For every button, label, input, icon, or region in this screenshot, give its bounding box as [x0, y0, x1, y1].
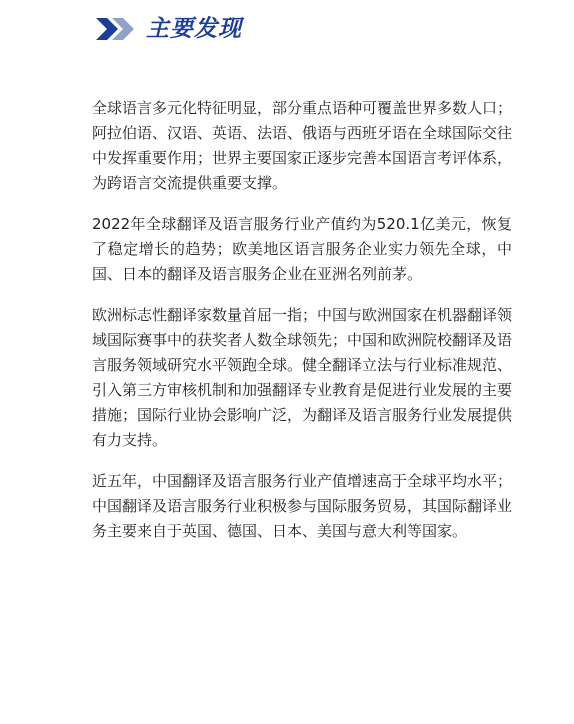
- section-title: 主要发现: [146, 16, 242, 42]
- section-header: [96, 14, 242, 44]
- double-chevron-right-icon: [96, 18, 136, 40]
- findings-body: [92, 96, 512, 560]
- finding-paragraph-2: 2022年全球翻译及语言服务行业产值约为520.1亿美元，恢复了稳定增长的趋势；欧美地区语言服务企业实力领先全球，中国、日本的翻译及语言服务企业在亚洲名列前茅。: [92, 215, 512, 283]
- finding-paragraph-1: 全球语言多元化特征明显，部分重点语种可覆盖世界多数人口；阿拉伯语、汉语、英语、法语、俄语与西班牙语在全球国际交往中发挥重要作用；世界主要国家正逐步完善本国语言考评体系，为跨语言交流提供重要支撑。: [92, 99, 513, 192]
- finding-paragraph-3: 欧洲标志性翻译家数量首屈一指；中国与欧洲国家在机器翻译领域国际赛事中的获奖者人数全球领先；中国和欧洲院校翻译及语言服务领域研究水平领跑全球。健全翻译立法与行业标准规范、引入第三方审核机制和加强翻译专业教育是促进行业发展的主要措施；国际行业协会影响广泛，为翻译及语言服务行业发展提供有力支持。: [92, 306, 513, 449]
- finding-paragraph-4: 近五年，中国翻译及语言服务行业产值增速高于全球平均水平；中国翻译及语言服务行业积极参与国际服务贸易，其国际翻译业务主要来自于英国、德国、日本、美国与意大利等国家。: [92, 472, 513, 540]
